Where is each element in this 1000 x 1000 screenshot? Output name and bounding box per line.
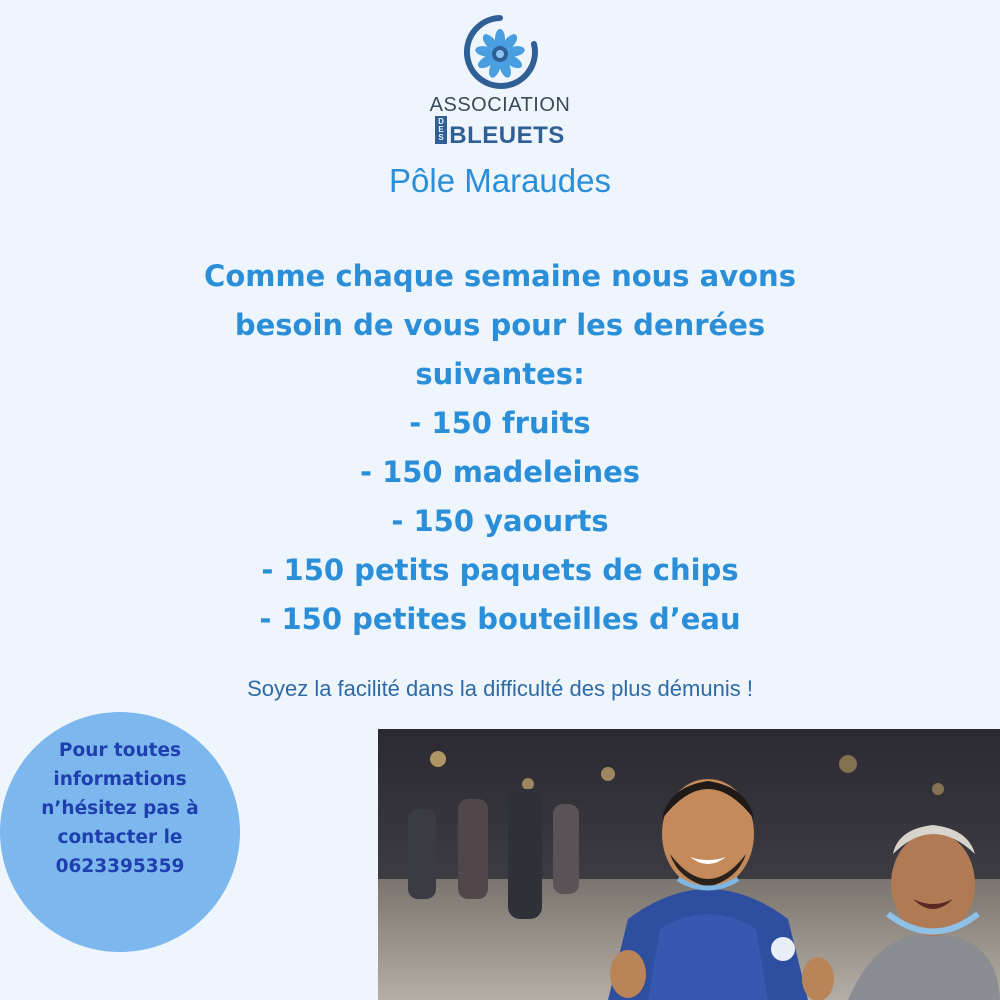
association-logo — [0, 12, 1000, 152]
request-item: - 150 petites bouteilles d’eau — [259, 602, 741, 636]
request-item: - 150 madeleines — [359, 455, 641, 489]
page-title: Pôle Maraudes — [389, 162, 611, 199]
request-item: - 150 fruits — [409, 406, 591, 440]
contact-circle — [0, 712, 240, 952]
contact-text — [20, 736, 220, 881]
logo-bleuets-text — [0, 116, 1000, 150]
request-item: - 150 yaourts — [391, 504, 609, 538]
volunteer-photo-illustration — [378, 729, 1000, 1000]
request-line: Comme chaque semaine nous avons — [204, 259, 796, 293]
slogan: Soyez la facilité dans la difficulté des plus démunis ! — [247, 676, 753, 701]
contact-line: contacter le — [57, 827, 183, 848]
request-text — [150, 252, 850, 644]
volunteer-photo — [378, 729, 1000, 1000]
contact-line: Pour toutes — [58, 740, 182, 761]
logo-des-tag: DES — [435, 116, 447, 144]
contact-line: informations — [53, 769, 187, 790]
contact-phone: 0623395359 — [55, 856, 185, 877]
request-line: suivantes: — [415, 357, 585, 391]
logo-association-text: ASSOCIATION — [429, 94, 571, 116]
request-line: besoin de vous pour les denrées — [234, 308, 766, 342]
request-item: - 150 petits paquets de chips — [261, 553, 739, 587]
logo-bleuets-word: BLEUETS — [449, 122, 565, 149]
cornflower-icon — [462, 14, 538, 90]
contact-line: n’hésitez pas à — [41, 798, 199, 819]
